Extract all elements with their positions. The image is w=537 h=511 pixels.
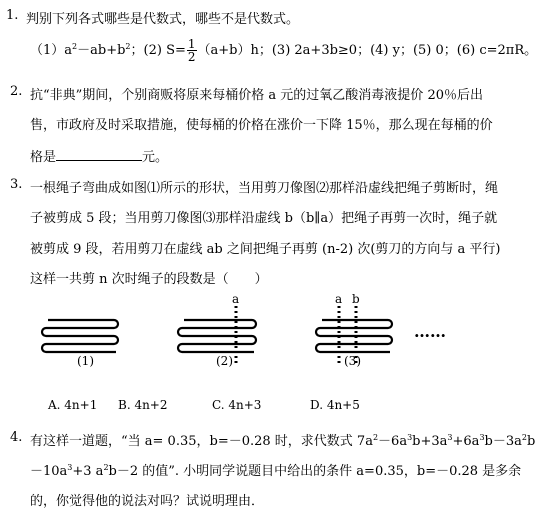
q3-line2: 子被剪成 5 段；当用剪刀像图⑶那样沿虚线 b（b∥a）把绳子再剪一次时，绳子就 [30, 211, 498, 226]
q2-line3 [30, 146, 168, 165]
rope-figure-2 [178, 320, 256, 352]
q4-line1-text: 有这样一道题，“当 a= 0.35，b=－0.28 时，求代数式 7a [30, 434, 373, 449]
rope-figure-1 [42, 320, 118, 352]
q1-item-1b: －ab+b [77, 43, 126, 58]
figure-1-label: (1) [77, 354, 94, 368]
option-b: B. 4n+2 [118, 398, 168, 412]
q1-exp-1: 2 [72, 42, 78, 51]
q4-line1 [30, 430, 535, 449]
q2-line3-end: 元。 [142, 150, 169, 165]
option-c: C. 4n+3 [212, 398, 262, 412]
rope-figure-3 [316, 320, 392, 352]
q1-items [30, 38, 537, 63]
q2-line3-start: 格是 [30, 150, 57, 165]
q3-line3: 被剪成 9 段，若用剪刀在虚线 ab 之间把绳子再剪 (n-2) 次(剪刀的方向与 a 平行) [30, 242, 501, 257]
answer-blank [56, 148, 142, 161]
fraction-numerator: 1 [187, 37, 196, 51]
q4-exp: 3 [479, 433, 485, 442]
q4-term: b－3a [484, 434, 522, 449]
q1-item-2: ；(2) S= [130, 43, 186, 58]
fraction-denominator: 2 [187, 50, 196, 64]
q3-line4: 这样一共剪 n 次时绳子的段数是（ ） [30, 272, 268, 287]
q4-number: 4. [10, 430, 23, 445]
q4-line2-text: b－2 的值”. 小明同学说题目中给出的条件 a=0.35，b=－0.28 是多余 [108, 464, 522, 479]
q4-term: －10a [30, 464, 68, 479]
q1-exp-2: 2 [125, 42, 131, 51]
q4-exp: 2 [103, 463, 109, 472]
q1-prompt: 判别下列各式哪些是代数式，哪些不是代数式。 [26, 12, 300, 27]
q4-term: b [526, 434, 536, 449]
figure-2-label: (2) [216, 354, 233, 368]
option-d: D. 4n+5 [310, 398, 360, 412]
q1-number: 1. [6, 8, 19, 23]
q4-exp: 3 [407, 433, 413, 442]
option-a: A. 4n+1 [48, 398, 98, 412]
q4-exp: 2 [521, 433, 527, 442]
label-a-fig2: a [232, 292, 240, 306]
q4-line3: 的，你觉得他的说法对吗？试说明理由． [30, 494, 265, 509]
label-a-fig3: a [335, 292, 343, 306]
q4-term: +6a [452, 434, 480, 449]
q2-line2: 售，市政府及时采取措施，使每桶的价格在涨价一下降 15％，那么现在每桶的价 [30, 118, 493, 133]
q4-term: b+3a [412, 434, 448, 449]
fraction [187, 38, 197, 63]
q2-line1: 抗“非典”期间，个别商贩将原来每桶价格 a 元的过氧乙酸消毒液提价 20％后出 [30, 88, 483, 103]
q4-line2 [30, 460, 521, 479]
ellipsis: …… [414, 322, 446, 341]
q4-exp: 3 [67, 463, 73, 472]
q4-exp: 2 [372, 433, 379, 442]
q4-term: －6a [378, 434, 408, 449]
q2-number: 2. [10, 84, 23, 99]
q3-line1: 一根绳子弯曲成如图⑴所示的形状，当用剪刀像图⑵那样沿虚线把绳子剪断时，绳 [30, 181, 499, 196]
q3-number: 3. [10, 177, 23, 192]
label-b-fig3: b [352, 292, 360, 306]
q1-item-1: （1）a [30, 43, 73, 58]
figure-3-label: (3) [344, 354, 361, 368]
q1-item-rest: （a+b）h；(3) 2a+3b≥0；(4) y；(5) 0；(6) c=2πR。 [197, 43, 537, 58]
q4-term: +3 a [72, 464, 104, 479]
q4-exp: 3 [447, 433, 453, 442]
